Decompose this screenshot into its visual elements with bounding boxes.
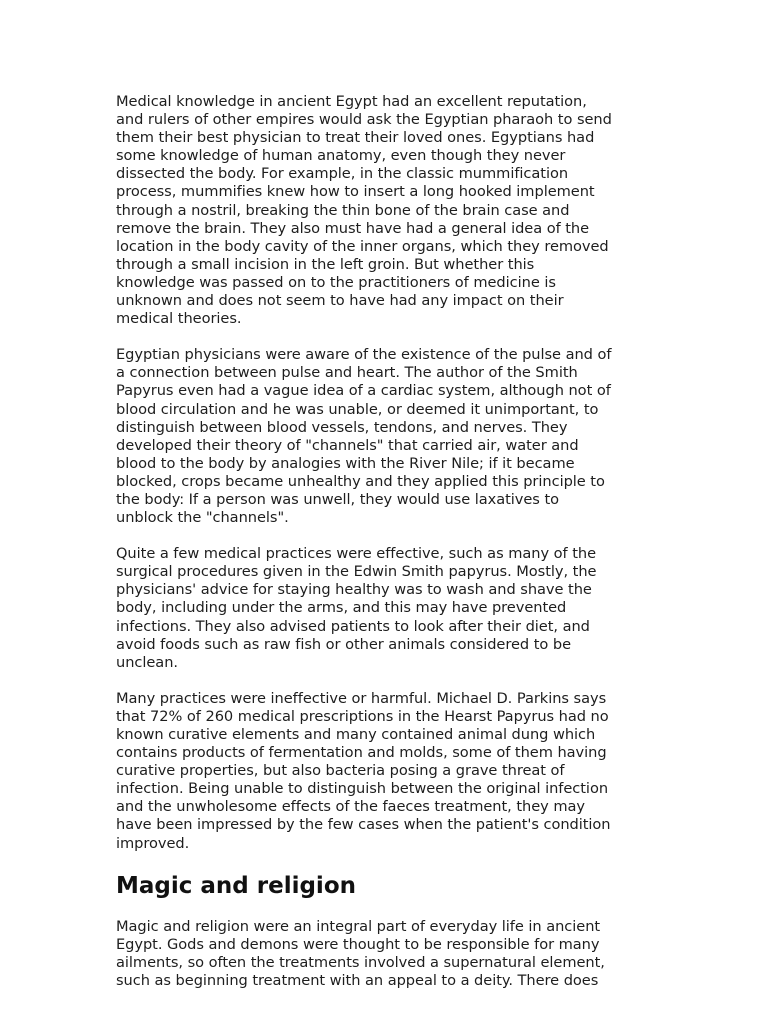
paragraph-harmful-practices: Many practices were ineffective or harmful. Michael D. Parkins says that 72% of 260 medical prescriptions in the Hearst Papyrus had no known curative elements and many contained animal dung which contains products of fermentation and molds, some of them having curative properties, but also bacteria posing a grave threat of infection. Being unable to distinguish between the original infection and the unwholesome effects of the faeces treatment, they may have been impressed by the few cases when the patient's condition improved. [116,689,611,852]
section-heading: Magic and religion [116,872,356,899]
paragraph-magic-and-religion: Magic and religion were an integral part of everyday life in ancient Egypt. Gods and demons were thought to be responsible for many ailments, so often the treatments involved a supernatural element, such as beginning treatment with an appeal to a deity. There does [116,917,605,989]
paragraph-anatomy-knowledge: Medical knowledge in ancient Egypt had an excellent reputation, and rulers of other empires would ask the Egyptian pharaoh to send them their best physician to treat their loved ones. Egyptians had some knowledge of human anatomy, even though they never dissected the body. For example, in the classic mummification process, mummifies knew how to insert a long hooked implement through a nostril, breaking the thin bone of the brain case and remove the brain. They also must have had a general idea of the location in the body cavity of the inner organs, which they removed through a small incision in the left groin. But whether this knowledge was passed on to the practitioners of medicine is unknown and does not seem to have had any impact on their medical theories. [116,93,612,328]
paragraph-pulse-and-channels: Egyptian physicians were aware of the existence of the pulse and of a connection between pulse and heart. The author of the Smith Papyrus even had a vague idea of a cardiac system, although not of blood circulation and he was unable, or deemed it unimportant, to distinguish between blood vessels, tendons, and nerves. They developed their theory of "channels" that carried air, water and blood to the body by analogies with the River Nile; if it became blocked, crops became unhealthy and they applied this principle to the body: If a person was unwell, they would use laxatives to unblock the "channels". [116,346,612,527]
document-page [116,93,656,1008]
paragraph-effective-practices: Quite a few medical practices were effective, such as many of the surgical procedures given in the Edwin Smith papyrus. Mostly, the physicians' advice for staying healthy was to wash and shave the body, including under the arms, and this may have prevented infections. They also advised patients to look after their diet, and avoid foods such as raw fish or other animals considered to be unclean. [116,545,597,671]
